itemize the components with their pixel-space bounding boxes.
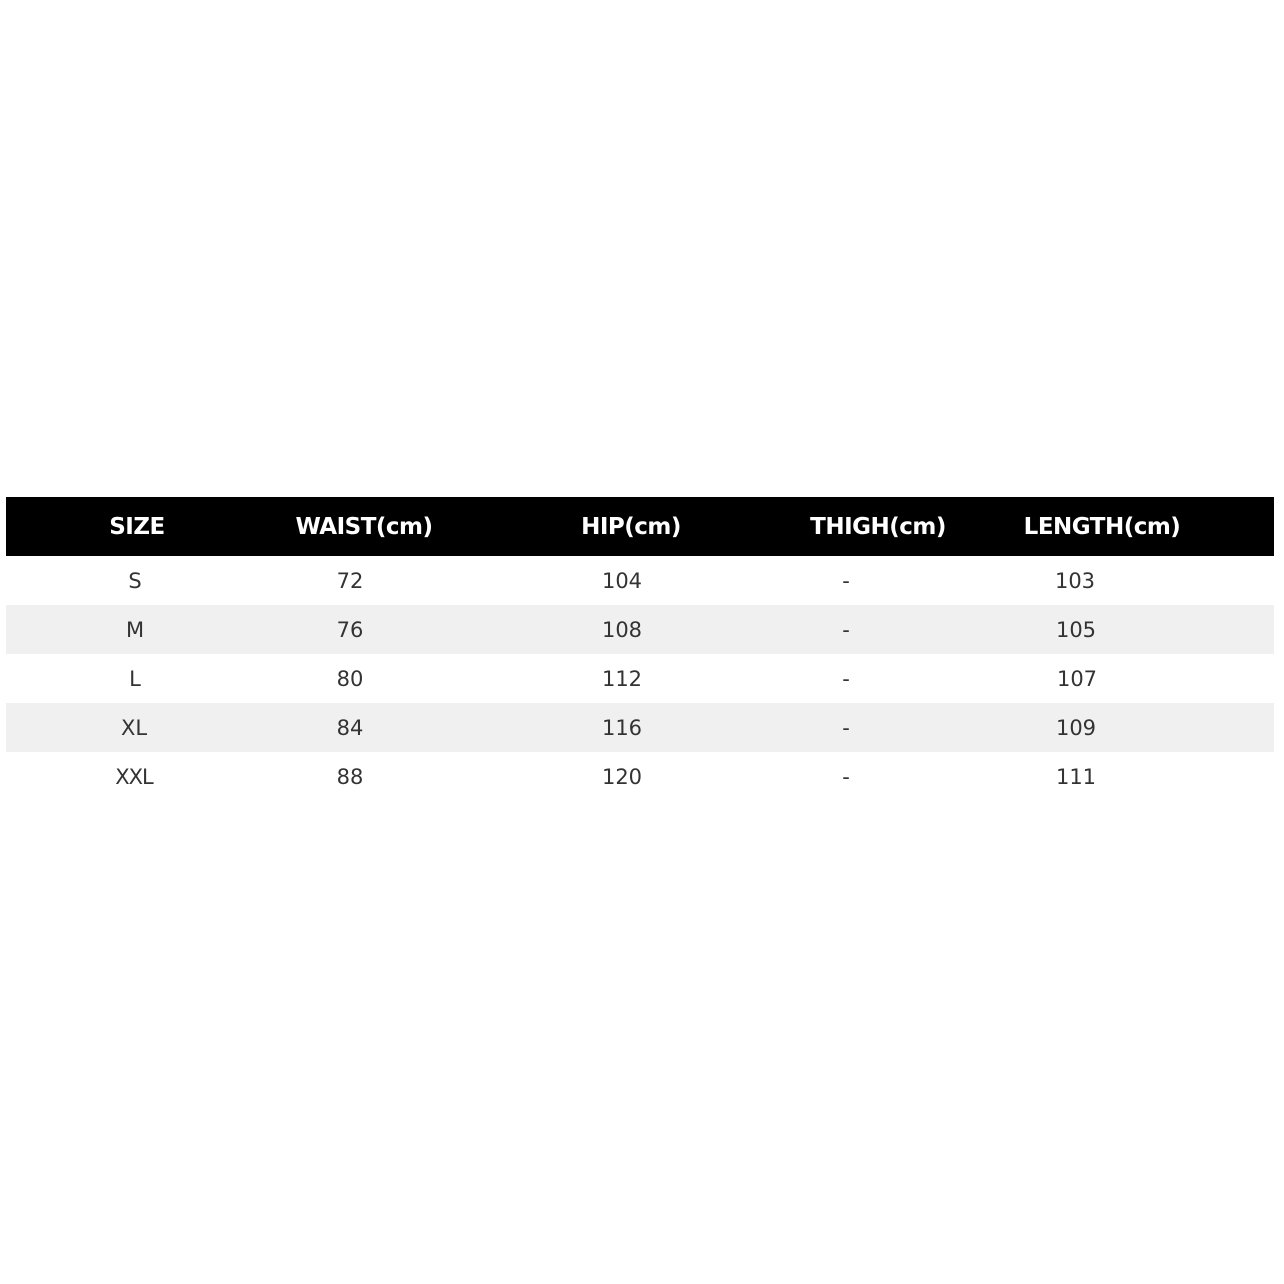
cell-length: 109 (1055, 715, 1097, 740)
size-chart (6, 497, 1274, 801)
table-row (6, 752, 1274, 801)
cell-size: XXL (115, 764, 153, 789)
cell-hip: 108 (601, 617, 643, 642)
cell-waist: 80 (336, 666, 364, 691)
cell-thigh: - (842, 715, 850, 740)
cell-hip: 112 (601, 666, 643, 691)
cell-size: S (128, 568, 142, 593)
table-row (6, 654, 1274, 703)
cell-size: M (125, 617, 145, 642)
header-waist: WAIST(cm) (295, 513, 433, 540)
cell-length: 111 (1055, 764, 1097, 789)
header-length: LENGTH(cm) (1023, 513, 1181, 540)
cell-hip: 104 (601, 568, 643, 593)
header-thigh: THIGH(cm) (810, 513, 946, 540)
size-chart-header (6, 497, 1274, 556)
header-size: SIZE (109, 513, 165, 540)
table-row (6, 556, 1274, 605)
cell-length: 107 (1056, 666, 1098, 691)
cell-thigh: - (842, 617, 850, 642)
table-row (6, 703, 1274, 752)
cell-hip: 120 (601, 764, 643, 789)
header-hip: HIP(cm) (581, 513, 681, 540)
cell-size: L (129, 666, 141, 691)
cell-waist: 76 (336, 617, 364, 642)
cell-hip: 116 (601, 715, 643, 740)
cell-length: 105 (1055, 617, 1097, 642)
table-row (6, 605, 1274, 654)
cell-thigh: - (842, 764, 850, 789)
cell-length: 103 (1054, 568, 1096, 593)
cell-waist: 88 (336, 764, 364, 789)
cell-thigh: - (842, 568, 850, 593)
cell-size: XL (120, 715, 148, 740)
cell-waist: 72 (336, 568, 364, 593)
cell-thigh: - (842, 666, 850, 691)
cell-waist: 84 (336, 715, 364, 740)
